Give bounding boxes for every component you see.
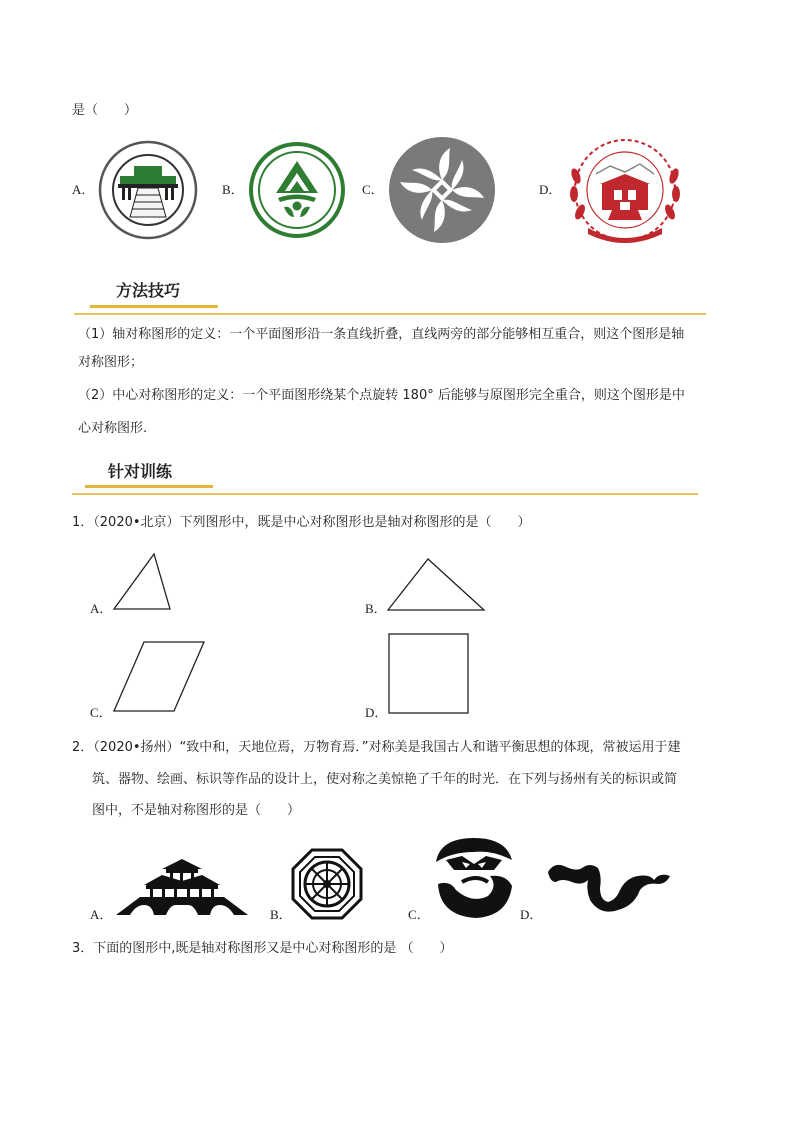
q2-option-d-label: D．	[520, 907, 543, 922]
q1-option-a-label: A．	[90, 601, 113, 616]
method-line-3: （2）中心对称图形的定义：一个平面图形绕某个点旋转 180° 后能够与原图形完全重合，则这个图形是中	[78, 388, 685, 403]
method-line-1: （1）轴对称图形的定义：一个平面图形沿一条直线折叠，直线两旁的部分能够相互重合，则这个图形是轴	[78, 327, 685, 342]
q2-line-1: 2．（2020•扬州）“致中和，天地位焉，万物育焉．”对称美是我国古人和谐平衡思想的体现，常被运用于建	[72, 740, 681, 755]
q2-pavilion-bridge-icon	[116, 857, 248, 917]
logo-b-green	[248, 141, 346, 239]
section-tab-method	[90, 305, 218, 308]
q2-line-3: 图中，不是轴对称图形的是（ ）	[92, 803, 301, 818]
q1-parallelogram	[110, 638, 210, 716]
method-line-4: 心对称图形.	[78, 421, 148, 436]
q2-dragon-emblem-icon	[432, 834, 516, 922]
logo-d-red	[566, 136, 684, 244]
q1-option-b-label: B．	[365, 601, 387, 616]
q1-square	[386, 631, 472, 717]
question-tail: 是（ ）	[72, 103, 138, 118]
q2-octagon-window-icon	[291, 848, 363, 920]
section-divider-method	[74, 313, 706, 315]
q2-option-c-label: C．	[408, 907, 430, 922]
q2-option-b-label: B．	[270, 907, 292, 922]
q1-triangle-obtuse	[384, 555, 490, 615]
section-divider-practice	[72, 493, 698, 495]
q1-triangle-acute	[110, 550, 180, 614]
q2-river-shape-icon	[546, 860, 672, 916]
section-title-method: 方法技巧	[116, 281, 181, 300]
q1-option-d-label: D．	[365, 705, 388, 720]
logo-a-memorial	[98, 139, 198, 241]
q2-line-2: 筑、器物、绘画、标识等作品的设计上，使对称之美惊艳了千年的时光．在下列与扬州有关的标识或简	[92, 772, 678, 787]
option-b-label: B．	[222, 182, 244, 197]
section-tab-practice	[85, 485, 213, 488]
option-a-label: A．	[72, 182, 95, 197]
option-d-label: D．	[539, 182, 562, 197]
q1-text: 1．（2020•北京）下列图形中，既是中心对称图形也是轴对称图形的是（ ）	[72, 515, 531, 530]
method-line-2: 对称图形；	[78, 355, 144, 370]
q3-text: 3．下面的图形中,既是轴对称图形又是中心对称图形的是 （ ）	[72, 941, 453, 956]
section-title-practice: 针对训练	[108, 462, 173, 481]
q2-option-a-label: A．	[90, 907, 113, 922]
q1-option-c-label: C．	[90, 705, 112, 720]
logo-c-flower	[388, 136, 496, 244]
option-c-label: C．	[362, 182, 384, 197]
